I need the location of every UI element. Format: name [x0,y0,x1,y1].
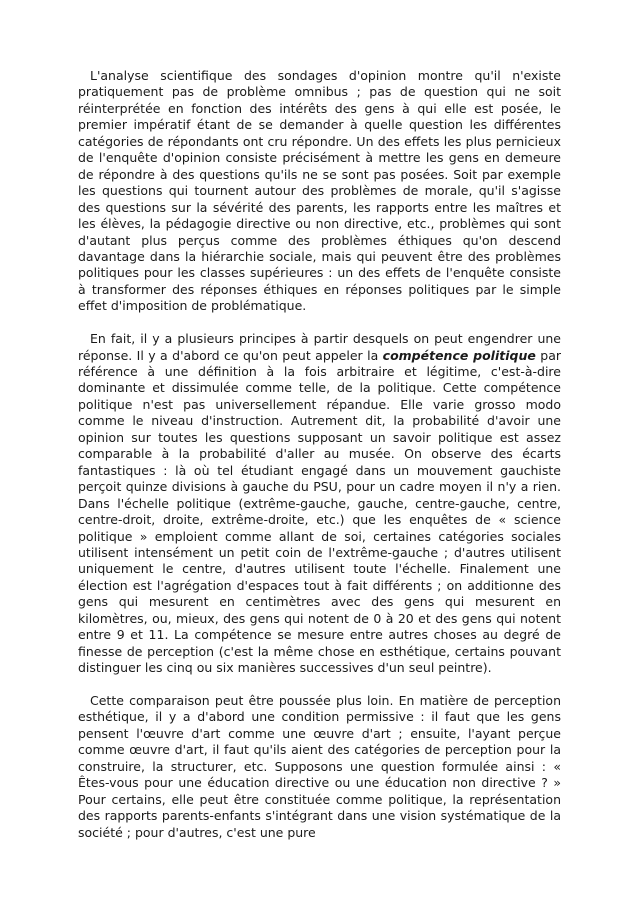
paragraph-2-text-after: par référence à une définition à la fois arbitraire et légitime, c'est-à-dire dominante et dissimulée comme telle, de la politique. Cette compétence politique n'est pas universellement répandue. Elle varie grosso modo comme le niveau d'instruction. Autrement dit, la probabilité d'avoir une opinion sur toutes les questions supposant un savoir politique est assez comparable à la probabilité d'aller au musée. On observe des écarts fantastiques : là où tel étudiant engagé dans un mouvement gauchiste perçoit quinze divisions à gauche du PSU, pour un cadre moyen il n'y a rien. Dans l'échelle politique (extrême-gauche, gauche, centre-gauche, centre, centre-droit, droite, extrême-droite, etc.) que les enquêtes de « science politique » emploient comme allant de soi, certaines catégories sociales utilisent intensément un petit coin de l'extrême-gauche ; d'autres utilisent uniquement le centre, d'autres utilisent toute l'échelle. Finalement une élection est l'agrégation d'espaces tout à fait différents ; on additionne des gens qui mesurent en centimètres avec des gens qui mesurent en kilomètres, ou, mieux, des gens qui notent de 0 à 20 et des gens qui notent entre 9 et 11. La compétence se mesure entre autres choses au degré de finesse de perception (c'est la même chose en esthétique, certains pouvant distinguer les cinq ou six manières successives d'un seul peintre). [78,347,561,676]
paragraph-2-text-before: En fait, il y a plusieurs principes à partir desquels on peut engendrer une réponse. Il y a d'abord ce qu'on peut appeler la [78,331,561,363]
paragraph-1: L'analyse scientifique des sondages d'opinion montre qu'il n'existe pratiquement pas de problème omnibus ; pas de question qui ne soit réinterprétée en fonction des intérêts des gens à qui elle est posée, le premier impératif étant de se demander à quelle question les différentes catégories de répondants ont cru répondre. Un des effets les plus pernicieux de l'enquête d'opinion consiste précisément à mettre les gens en demeure de répondre à des questions qu'ils ne se sont pas posées. Soit par exemple les questions qui tournent autour des problèmes de morale, qu'il s'agisse des questions sur la sévérité des parents, les rapports entre les maîtres et les élèves, la pédagogie directive ou non directive, etc., problèmes qui sont d'autant plus perçus comme des problèmes éthiques qu'on descend davantage dans la hiérarchie sociale, mais qui peuvent être des problèmes politiques pour les classes supérieures : un des effets de l'enquête consiste à transformer des réponses éthiques en réponses politiques par le simple effet d'imposition de problématique. [78,68,561,314]
document-page [78,68,561,841]
paragraph-2 [78,331,561,677]
emphasized-term: compétence politique [382,347,536,363]
paragraph-3: Cette comparaison peut être poussée plus loin. En matière de perception esthétique, il y a d'abord une condition permissive : il faut que les gens pensent l'œuvre d'art comme une œuvre d'art ; ensuite, l'ayant perçue comme œuvre d'art, il faut qu'ils aient des catégories de perception pour la construire, la structurer, etc. Supposons une question formulée ainsi : « Êtes-vous pour une éducation directive ou une éducation non directive ? » Pour certains, elle peut être constituée comme politique, la représentation des rapports parents-enfants s'intégrant dans une vision systématique de la société ; pour d'autres, c'est une pure [78,692,561,840]
